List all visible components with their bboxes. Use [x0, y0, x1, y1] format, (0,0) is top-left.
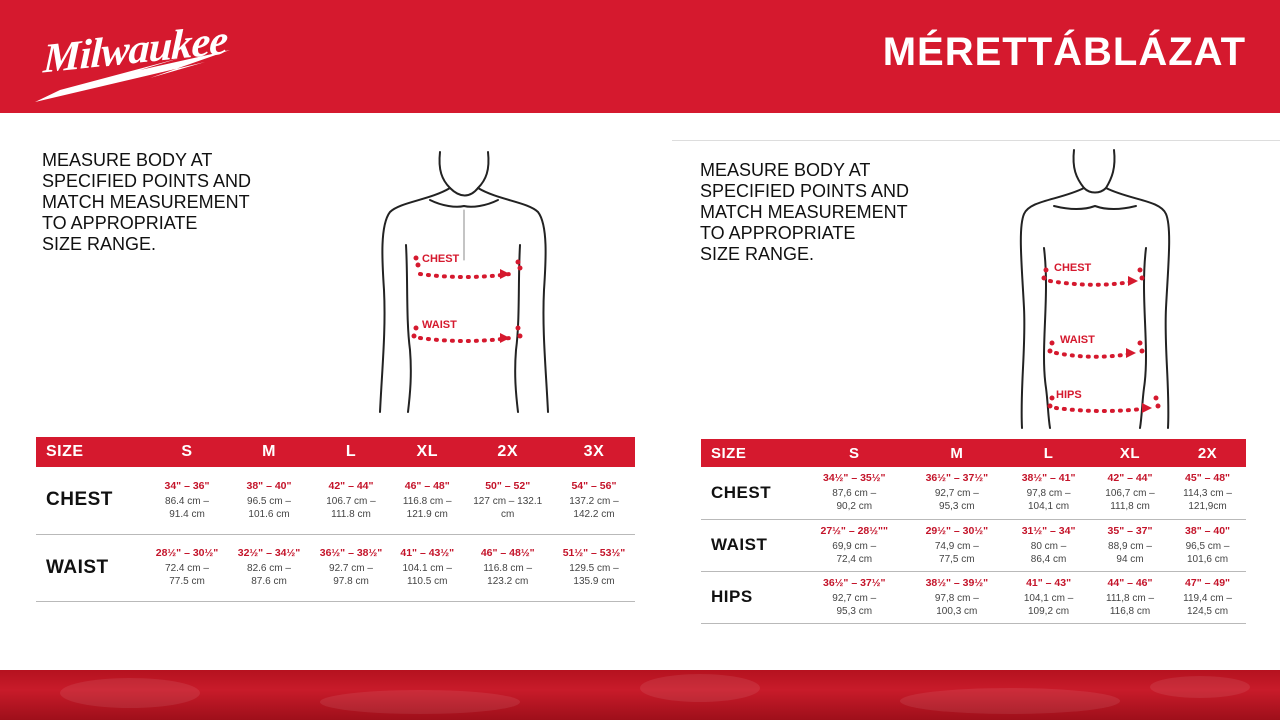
table-cell [1091, 571, 1169, 623]
table-row [701, 571, 1246, 623]
cm-range: 129.5 cm – 135.9 cm [569, 563, 619, 587]
cm-range: 106,7 cm – 111,8 cm [1105, 488, 1155, 513]
table-cell [463, 534, 553, 601]
cm-range: 116.8 cm – 123.2 cm [483, 563, 533, 587]
table-row [36, 467, 635, 534]
cm-range: 111,8 cm – 116,8 cm [1106, 592, 1155, 617]
inch-range: 51½" – 53½" [562, 547, 626, 559]
table-cell [801, 519, 908, 571]
women-size-table [701, 439, 1246, 624]
size-column-header: S [146, 437, 228, 467]
cm-range: 92.7 cm – 97.8 cm [329, 563, 373, 587]
cm-range: 96.5 cm – 101.6 cm [247, 495, 291, 520]
table-cell [801, 467, 908, 519]
cm-range: 87,6 cm – 90,2 cm [832, 488, 877, 513]
inch-range: 38" – 40" [246, 479, 292, 492]
cm-range: 74,9 cm – 77,5 cm [934, 540, 979, 565]
table-cell [228, 467, 310, 534]
table-cell [908, 571, 1007, 623]
table-cell [553, 534, 635, 601]
inch-range: 31½" – 34" [1021, 524, 1076, 537]
size-column-header: 3X [553, 437, 635, 467]
page-title: MÉRETTÁBLÁZAT [882, 30, 1246, 74]
men-body-figure [370, 150, 570, 415]
inch-range: 29½" – 30½" [925, 524, 989, 537]
figure-label-hips: HIPS [1056, 389, 1082, 401]
instruction-line: SIZE RANGE. [700, 244, 815, 264]
cm-range: 137.2 cm – 142.2 cm [569, 495, 619, 520]
row-label: CHEST [36, 467, 146, 534]
inch-range: 36½" – 37½" [822, 576, 886, 589]
inch-range: 35" – 37" [1107, 524, 1153, 537]
inch-range: 42" – 44" [1107, 472, 1153, 485]
footer-banner [0, 670, 1280, 720]
size-column-header: M [908, 439, 1007, 467]
cm-range: 69,9 cm – 72,4 cm [832, 540, 877, 565]
instruction-line: MATCH MEASUREMENT [700, 202, 908, 222]
milwaukee-logo [30, 10, 250, 110]
size-column-header: L [310, 437, 392, 467]
table-cell [228, 534, 310, 601]
size-header: SIZE [36, 437, 146, 467]
women-body-figure [1010, 148, 1180, 430]
table-cell [463, 467, 553, 534]
table-cell [908, 467, 1007, 519]
cm-range: 82.6 cm – 87.6 cm [247, 563, 291, 587]
table-cell [1006, 467, 1091, 519]
inch-range: 36½" – 38½" [319, 547, 383, 559]
instruction-line: MEASURE BODY AT [42, 150, 213, 170]
section-divider [672, 140, 1280, 141]
inch-range: 47" – 49" [1185, 576, 1231, 589]
instruction-line: TO APPROPRIATE [42, 213, 198, 233]
cm-range: 96,5 cm – 101,6 cm [1185, 540, 1230, 565]
inch-range: 44" – 46" [1107, 576, 1153, 589]
table-cell [1006, 519, 1091, 571]
table-row [36, 534, 635, 601]
logo-wordmark: Milwaukee [42, 17, 228, 83]
table-row [701, 519, 1246, 571]
cm-range: 106.7 cm – 111.8 cm [326, 495, 376, 520]
table-cell [310, 534, 392, 601]
inch-range: 27½" – 28½"" [820, 524, 888, 537]
inch-range: 50" – 52" [485, 479, 531, 492]
inch-range: 32½" – 34½" [237, 547, 301, 559]
figure-label-chest: CHEST [1054, 262, 1092, 274]
table-cell [1169, 571, 1246, 623]
table-header-row [701, 439, 1246, 467]
women-instructions [700, 160, 960, 265]
cm-range: 104.1 cm – 110.5 cm [402, 563, 452, 587]
cm-range: 92,7 cm – 95,3 cm [934, 488, 979, 513]
inch-range: 34" – 36" [164, 479, 210, 492]
inch-range: 46" – 48" [404, 479, 450, 492]
size-column-header: S [801, 439, 908, 467]
size-column-header: L [1006, 439, 1091, 467]
size-column-header: M [228, 437, 310, 467]
figure-label-chest: CHEST [422, 253, 460, 265]
cm-range: 86.4 cm – 91.4 cm [165, 495, 209, 520]
inch-range: 38½" – 39½" [925, 576, 989, 589]
instruction-line: TO APPROPRIATE [700, 223, 856, 243]
inch-range: 46" – 48½" [480, 547, 535, 559]
inch-range: 54" – 56" [571, 479, 617, 492]
table-cell [146, 534, 228, 601]
table-cell [801, 571, 908, 623]
men-size-table [36, 437, 635, 602]
table-cell [908, 519, 1007, 571]
inch-range: 38½" – 41" [1021, 472, 1076, 485]
cm-range: 97,8 cm – 100,3 cm [934, 592, 979, 617]
row-label: WAIST [36, 534, 146, 601]
table-cell [392, 534, 463, 601]
inch-range: 28½" – 30½" [155, 547, 219, 559]
header-banner [0, 0, 1280, 113]
cm-range: 116.8 cm – 121.9 cm [402, 495, 452, 520]
instruction-line: SIZE RANGE. [42, 234, 157, 254]
men-instructions [42, 150, 302, 255]
size-column-header: XL [1091, 439, 1169, 467]
table-row [701, 467, 1246, 519]
cm-range: 104,1 cm – 109,2 cm [1023, 592, 1074, 617]
row-label: CHEST [701, 467, 801, 519]
table-cell [146, 467, 228, 534]
row-label: HIPS [701, 571, 801, 623]
cm-range: 88,9 cm – 94 cm [1108, 540, 1152, 565]
inch-range: 34½" – 35½" [822, 472, 886, 485]
inch-range: 41" – 43" [1026, 576, 1072, 589]
table-cell [1169, 519, 1246, 571]
instruction-line: MATCH MEASUREMENT [42, 192, 250, 212]
table-cell [553, 467, 635, 534]
inch-range: 42" – 44" [328, 479, 374, 492]
instruction-line: SPECIFIED POINTS AND [700, 181, 910, 201]
cm-range: 72.4 cm – 77.5 cm [165, 563, 209, 587]
figure-label-waist: WAIST [422, 319, 457, 331]
table-cell [1091, 467, 1169, 519]
table-cell [1006, 571, 1091, 623]
cm-range: 119,4 cm – 124,5 cm [1183, 592, 1232, 617]
cm-range: 97,8 cm – 104,1 cm [1026, 488, 1071, 513]
cm-range: 92,7 cm – 95,3 cm [832, 592, 877, 617]
inch-range: 41" – 43½" [400, 547, 455, 559]
instruction-line: MEASURE BODY AT [700, 160, 871, 180]
size-column-header: 2X [1169, 439, 1246, 467]
table-header-row [36, 437, 635, 467]
instruction-line: SPECIFIED POINTS AND [42, 171, 252, 191]
table-cell [1091, 519, 1169, 571]
inch-range: 45" – 48" [1185, 472, 1231, 485]
cm-range: 114,3 cm – 121,9cm [1183, 488, 1232, 513]
figure-label-waist: WAIST [1060, 334, 1095, 346]
size-column-header: XL [392, 437, 463, 467]
row-label: WAIST [701, 519, 801, 571]
table-cell [392, 467, 463, 534]
inch-range: 36½" – 37½" [925, 472, 989, 485]
inch-range: 38" – 40" [1185, 524, 1231, 537]
table-cell [310, 467, 392, 534]
cm-range: 80 cm – 86,4 cm [1030, 540, 1067, 565]
cm-range: 127 cm – 132.1 cm [473, 495, 543, 520]
size-header: SIZE [701, 439, 801, 467]
table-cell [1169, 467, 1246, 519]
size-column-header: 2X [463, 437, 553, 467]
